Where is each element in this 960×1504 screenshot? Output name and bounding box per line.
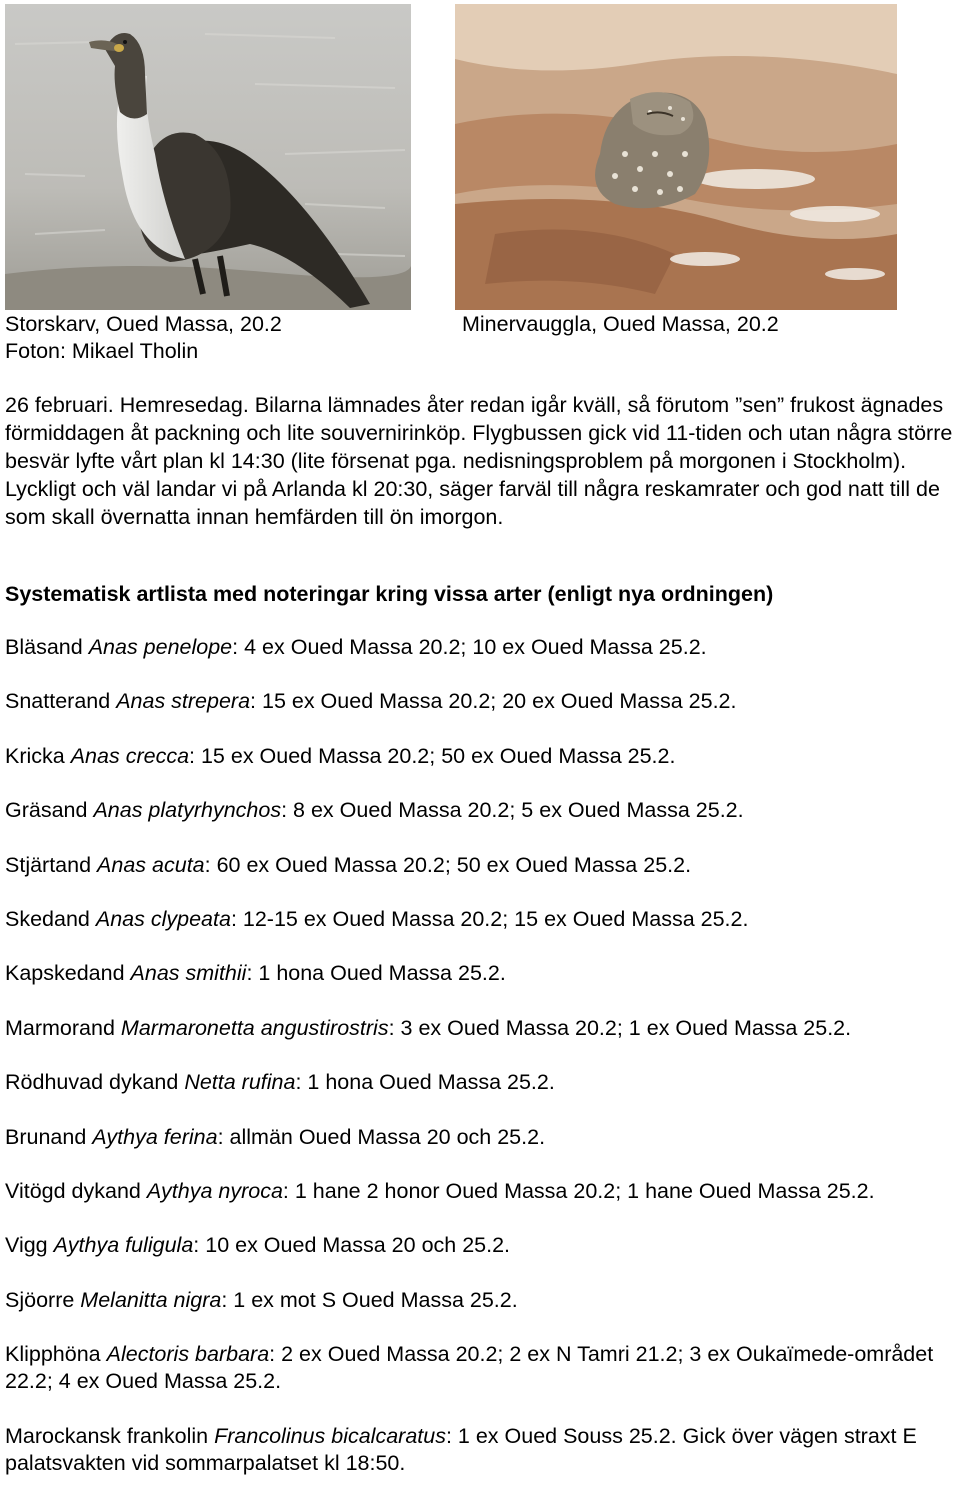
species-note: : 4 ex Oued Massa 20.2; 10 ex Oued Massa 25.2. <box>232 635 707 659</box>
species-name: Vitögd dykand <box>5 1178 141 1203</box>
species-name: Marockansk frankolin <box>5 1423 209 1448</box>
species-latin-name: Netta rufina <box>184 1070 296 1095</box>
species-name: Brunand <box>5 1124 87 1149</box>
species-entry <box>5 1341 960 1395</box>
species-note: : 1 ex mot S Oued Massa 25.2. <box>221 1287 518 1312</box>
species-list <box>5 634 960 1504</box>
species-entry <box>5 1069 960 1096</box>
photo-credit: Foton: Mikael Tholin <box>5 339 199 363</box>
species-entry <box>5 1423 960 1477</box>
species-note: : 1 ex Oued Souss 25.2. Gick över vägen straxt E palatsvakten vid sommarpalatset kl 18:50. <box>5 1423 917 1475</box>
species-note: : 15 ex Oued Massa 20.2; 20 ex Oued Massa 25.2. <box>250 689 737 714</box>
owl-image <box>455 4 897 310</box>
species-latin-name: Anas strepera <box>116 689 251 714</box>
species-latin-name: Anas smithii <box>130 961 247 986</box>
species-note: : 1 hona Oued Massa 25.2. <box>295 1070 555 1095</box>
species-note: : 12-15 ex Oued Massa 20.2; 15 ex Oued Massa 25.2. <box>230 906 749 931</box>
species-latin-name: Anas clypeata <box>95 906 231 931</box>
species-entry <box>5 1015 960 1042</box>
species-note: : 10 ex Oued Massa 20 och 25.2. <box>193 1233 511 1258</box>
species-latin-name: Aythya ferina <box>92 1124 218 1149</box>
species-note: : 1 hane 2 honor Oued Massa 20.2; 1 hane Oued Massa 25.2. <box>282 1178 875 1203</box>
species-latin-name: Alectoris barbara <box>106 1342 270 1367</box>
species-entry <box>5 1178 960 1205</box>
species-note: : allmän Oued Massa 20 och 25.2. <box>217 1124 546 1149</box>
owl-caption: Minervauggla, Oued Massa, 20.2 <box>462 312 779 336</box>
species-entry <box>5 743 960 770</box>
cormorant-caption: Storskarv, Oued Massa, 20.2 <box>5 312 282 336</box>
species-note: : 2 ex Oued Massa 20.2; 2 ex N Tamri 21.2; 3 ex Oukaïmede-området 22.2; 4 ex Oued Massa 25.2. <box>5 1342 934 1394</box>
species-entry <box>5 960 960 987</box>
species-entry <box>5 797 960 824</box>
species-entry <box>5 852 960 879</box>
species-name: Kapskedand <box>5 961 125 986</box>
species-entry <box>5 1124 960 1151</box>
species-note: : 3 ex Oued Massa 20.2; 1 ex Oued Massa 25.2. <box>388 1015 852 1040</box>
species-name: Vigg <box>5 1233 48 1258</box>
species-latin-name: Anas crecca <box>70 743 190 768</box>
species-note: : 8 ex Oued Massa 20.2; 5 ex Oued Massa 25.2. <box>281 798 744 823</box>
species-note: : 15 ex Oued Massa 20.2; 50 ex Oued Massa 25.2. <box>189 743 676 768</box>
cormorant-image <box>5 4 411 310</box>
species-latin-name: Anas platyrhynchos <box>93 798 282 823</box>
species-entry <box>5 688 960 715</box>
species-name: Sjöorre <box>5 1287 75 1312</box>
cormorant-photo <box>5 4 411 310</box>
species-name: Snatterand <box>5 689 111 714</box>
species-name: Kricka <box>5 743 65 768</box>
species-name: Stjärtand <box>5 852 92 877</box>
species-entry <box>5 906 960 933</box>
species-name: Gräsand <box>5 798 88 823</box>
species-latin-name: Aythya fuligula <box>53 1233 194 1258</box>
species-note: : 1 hona Oued Massa 25.2. <box>246 961 506 986</box>
owl-photo <box>455 4 897 310</box>
species-list-heading: Systematisk artlista med noteringar kring vissa arter (enligt nya ordningen) <box>5 582 774 606</box>
species-latin-name: Anas penelope <box>88 635 233 659</box>
species-entry <box>5 1232 960 1259</box>
species-latin-name: Melanitta nigra <box>80 1287 222 1312</box>
species-latin-name: Aythya nyroca <box>146 1178 283 1203</box>
species-name: Rödhuvad dykand <box>5 1070 179 1095</box>
species-name: Bläsand <box>5 635 83 659</box>
species-latin-name: Francolinus bicalcaratus <box>214 1423 446 1448</box>
species-name: Skedand <box>5 906 90 931</box>
species-entry <box>5 634 960 661</box>
intro-paragraph: 26 februari. Hemresedag. Bilarna lämnades åter redan igår kväll, så förutom ”sen” frukost ägnades förmiddagen åt packning och lite souvernirinköp. Flygbussen gick vid 11-tiden och utan några större besvär lyfte vårt plan kl 14:30 (lite försenat pga. nedisningsproblem på morgonen i Stockholm). Lyckligt och väl landar vi på Arlanda kl 20:30, säger farväl till några reskamrater och god natt till de som skall övernatta innan hemfärden till ön imorgon. <box>5 393 953 529</box>
species-note: : 60 ex Oued Massa 20.2; 50 ex Oued Massa 25.2. <box>204 852 692 877</box>
species-name: Klipphöna <box>5 1342 101 1367</box>
species-latin-name: Marmaronetta angustirostris <box>120 1015 389 1040</box>
species-latin-name: Anas acuta <box>97 852 205 877</box>
species-entry <box>5 1287 960 1314</box>
species-name: Marmorand <box>5 1015 115 1040</box>
